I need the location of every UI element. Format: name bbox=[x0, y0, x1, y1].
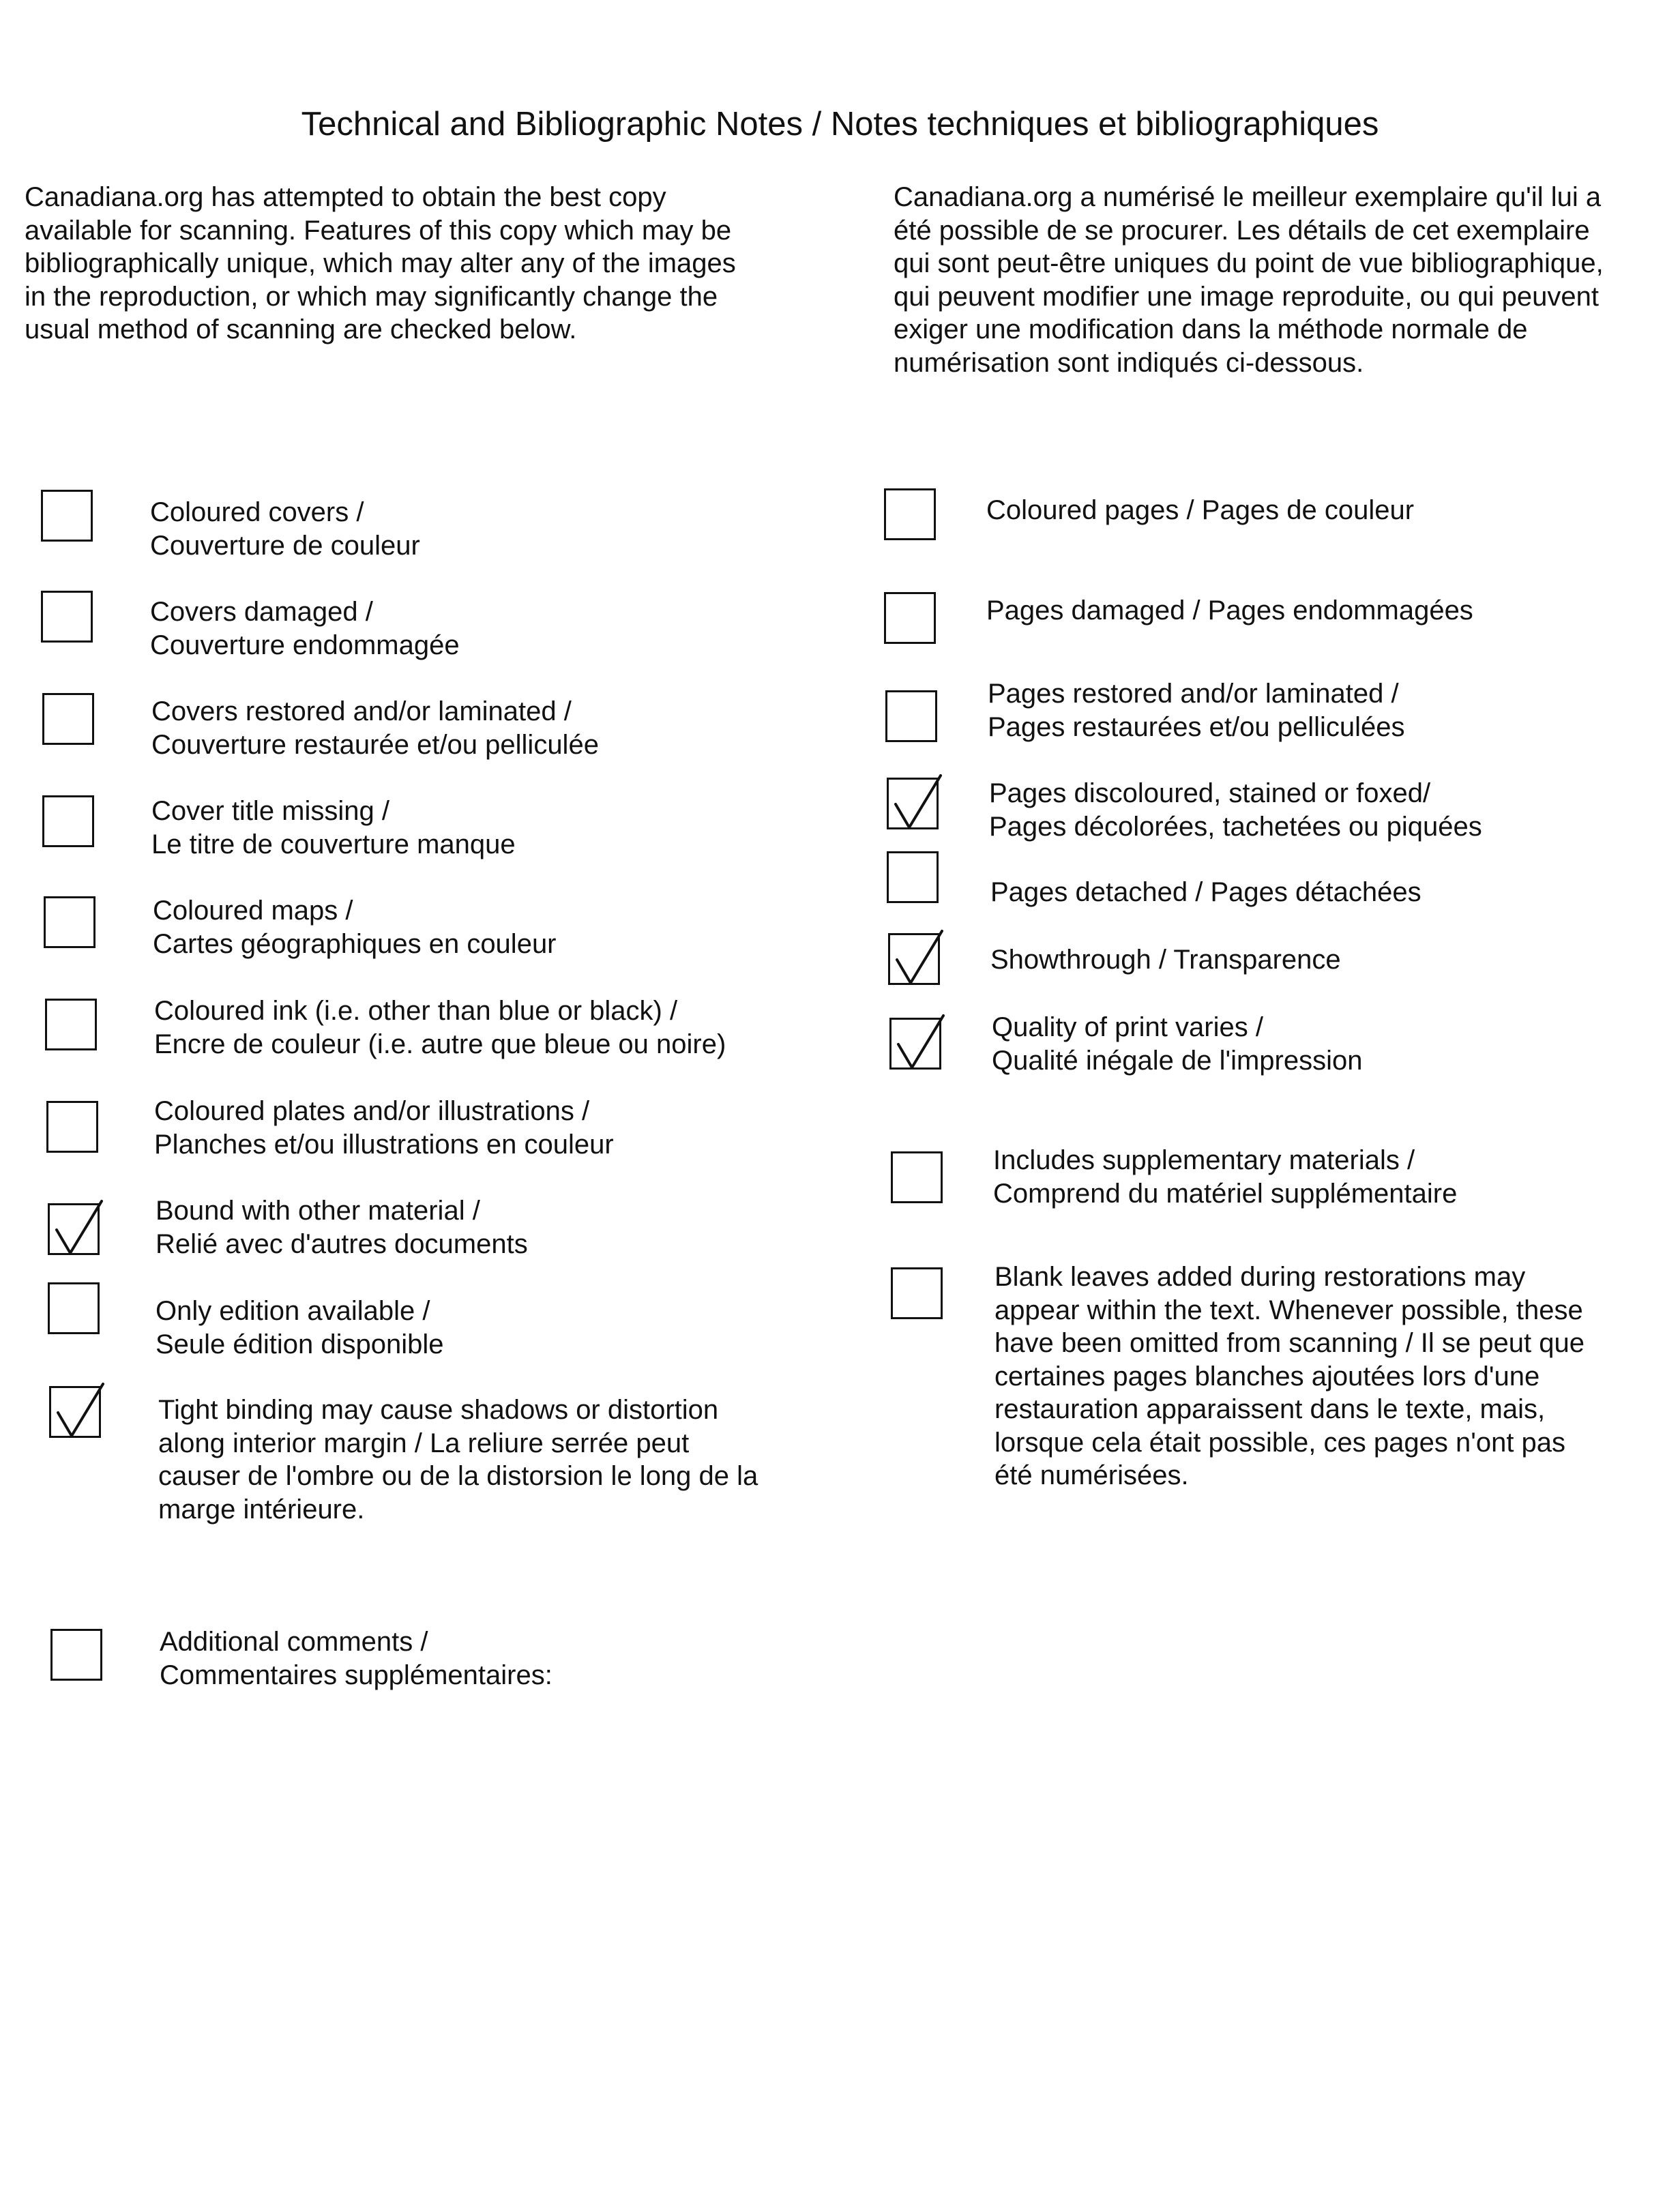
page-title: Technical and Bibliographic Notes / Notes techniques et bibliographiques bbox=[301, 106, 1379, 143]
checklist-item-label bbox=[151, 795, 516, 861]
checklist-item-label bbox=[988, 677, 1404, 743]
checklist-item-label-line: along interior margin / La reliure serrée peut bbox=[158, 1428, 690, 1458]
checklist-item-label-line: Pages restored and/or laminated / bbox=[988, 679, 1399, 709]
checklist-item-label-line: causer de l'ombre ou de la distorsion le long de la bbox=[158, 1461, 758, 1491]
checklist-item-label-line: Covers damaged / bbox=[150, 597, 373, 627]
checklist-item-label-line: Coloured pages / Pages de couleur bbox=[986, 495, 1415, 525]
intro-en-line: available for scanning. Features of this copy which may be bbox=[25, 215, 732, 246]
checklist-item-label bbox=[990, 876, 1421, 909]
checklist-item-label-line: Relié avec d'autres documents bbox=[156, 1228, 528, 1259]
checklist-item-label-line: marge intérieure. bbox=[158, 1494, 365, 1524]
checklist-item-label-line: Includes supplementary materials / bbox=[993, 1145, 1415, 1175]
checklist-item-label-line: Seule édition disponible bbox=[156, 1329, 444, 1359]
checklist-item-label-line: Only edition available / bbox=[156, 1296, 430, 1326]
intro-en-line: usual method of scanning are checked below. bbox=[25, 314, 577, 344]
checkbox[interactable] bbox=[884, 488, 936, 540]
checklist-item-label-line: Tight binding may cause shadows or distortion bbox=[158, 1395, 719, 1425]
checklist-item-label-line: Cover title missing / bbox=[151, 796, 389, 826]
checklist-item-label-line: lorsque cela était possible, ces pages n'ont pas bbox=[994, 1427, 1566, 1458]
checked-checkbox[interactable] bbox=[889, 1018, 941, 1070]
checklist-item-label-line: Le titre de couverture manque bbox=[151, 829, 516, 859]
checkbox[interactable] bbox=[41, 490, 93, 542]
checklist-item-label-line: Covers restored and/or laminated / bbox=[151, 696, 572, 726]
checklist-item-label-line: Couverture restaurée et/ou pelliculée bbox=[151, 729, 599, 760]
checked-checkbox[interactable] bbox=[887, 778, 939, 829]
checklist-item-label-line: Bound with other material / bbox=[156, 1196, 480, 1226]
checkmark-icon bbox=[885, 770, 950, 836]
intro-fr-line: Canadiana.org a numérisé le meilleur exemplaire qu'il lui a bbox=[894, 182, 1602, 212]
checkmark-icon bbox=[886, 926, 952, 991]
checked-checkbox[interactable] bbox=[49, 1386, 101, 1438]
checklist-item-label-line: Planches et/ou illustrations en couleur bbox=[154, 1129, 614, 1160]
checkmark-icon bbox=[887, 1010, 953, 1076]
checkbox[interactable] bbox=[42, 693, 94, 745]
checklist-item-label-line: have been omitted from scanning / Il se peut que bbox=[994, 1328, 1585, 1358]
intro-fr-line: été possible de se procurer. Les détails de cet exemplaire bbox=[894, 215, 1590, 246]
checkbox[interactable] bbox=[50, 1629, 102, 1681]
checklist-item-label-line: Coloured maps / bbox=[153, 896, 353, 926]
checklist-item-label bbox=[986, 594, 1473, 628]
checklist-item-label bbox=[992, 1011, 1363, 1077]
checklist-item-label bbox=[154, 995, 726, 1061]
checkbox[interactable] bbox=[887, 851, 939, 903]
checklist-item-label-line: Pages damaged / Pages endommagées bbox=[986, 595, 1473, 625]
checkbox[interactable] bbox=[884, 592, 936, 644]
checkbox[interactable] bbox=[44, 896, 95, 948]
intro-fr-line: qui sont peut-être uniques du point de vue bibliographique, bbox=[894, 248, 1604, 278]
checklist-item-label bbox=[158, 1394, 758, 1526]
checklist-item-label-line: Pages discoloured, stained or foxed/ bbox=[989, 778, 1431, 808]
checklist-item-label-line: Couverture endommagée bbox=[150, 630, 460, 660]
checklist-item-label-line: appear within the text. Whenever possible, these bbox=[994, 1295, 1583, 1325]
checklist-item-label-line: Encre de couleur (i.e. autre que bleue ou noire) bbox=[154, 1029, 726, 1059]
intro-en-line: in the reproduction, or which may significantly change the bbox=[25, 281, 718, 312]
checkbox[interactable] bbox=[45, 999, 97, 1050]
checkmark-icon bbox=[46, 1196, 111, 1261]
checked-checkbox[interactable] bbox=[888, 933, 940, 985]
checklist-item-label bbox=[151, 695, 599, 761]
checklist-item-label bbox=[150, 496, 420, 562]
checkbox[interactable] bbox=[48, 1282, 100, 1334]
checklist-item-label bbox=[989, 777, 1482, 843]
checklist-item-label-line: Quality of print varies / bbox=[992, 1012, 1263, 1042]
checklist-item-label-line: Coloured covers / bbox=[150, 497, 364, 527]
checklist-item-label-line: Comprend du matériel supplémentaire bbox=[993, 1178, 1458, 1209]
checklist-item-label bbox=[986, 494, 1414, 527]
checklist-item-label-line: Showthrough / Transparence bbox=[990, 945, 1341, 975]
checklist-item-label bbox=[153, 894, 557, 960]
checklist-item-label-line: Coloured plates and/or illustrations / bbox=[154, 1096, 590, 1126]
checkbox[interactable] bbox=[42, 795, 94, 847]
checklist-item-label bbox=[993, 1144, 1457, 1210]
checklist-item-label bbox=[990, 943, 1341, 977]
intro-en-line: bibliographically unique, which may alter any of the images bbox=[25, 248, 736, 278]
checklist-item-label bbox=[994, 1261, 1585, 1492]
checkbox[interactable] bbox=[885, 690, 937, 742]
checklist-item-label-line: Cartes géographiques en couleur bbox=[153, 928, 557, 959]
checklist-item-label-line: Blank leaves added during restorations may bbox=[994, 1262, 1526, 1292]
intro-fr-line: exiger une modification dans la méthode normale de bbox=[894, 314, 1528, 344]
intro-fr-line: numérisation sont indiqués ci-dessous. bbox=[894, 347, 1364, 378]
checklist-item-label bbox=[154, 1095, 614, 1161]
checklist-item-label-line: Commentaires supplémentaires: bbox=[160, 1660, 552, 1690]
checkbox[interactable] bbox=[46, 1101, 98, 1153]
intro-english bbox=[25, 181, 736, 347]
checkbox[interactable] bbox=[41, 591, 93, 643]
checklist-item-label-line: Pages décolorées, tachetées ou piquées bbox=[989, 811, 1482, 842]
checkbox[interactable] bbox=[891, 1267, 943, 1319]
checklist-item-label bbox=[156, 1295, 444, 1361]
checklist-item-label-line: Couverture de couleur bbox=[150, 530, 420, 561]
checklist-item-label-line: Additional comments / bbox=[160, 1627, 428, 1657]
checklist-item-label bbox=[156, 1194, 528, 1261]
checklist-item-label bbox=[150, 595, 460, 662]
intro-en-line: Canadiana.org has attempted to obtain the best copy bbox=[25, 182, 666, 212]
checklist-item-label-line: été numérisées. bbox=[994, 1460, 1189, 1490]
checked-checkbox[interactable] bbox=[48, 1203, 100, 1255]
checklist-item-label-line: Pages detached / Pages détachées bbox=[990, 877, 1421, 907]
checklist-item-label-line: restauration apparaissent dans le texte, mais, bbox=[994, 1394, 1546, 1424]
checklist-item-label-line: Pages restaurées et/ou pelliculées bbox=[988, 711, 1405, 742]
checklist-item-label-line: Qualité inégale de l'impression bbox=[992, 1045, 1363, 1076]
checklist-item-label bbox=[160, 1625, 552, 1692]
checklist-item-label-line: certaines pages blanches ajoutées lors d'une bbox=[994, 1361, 1540, 1391]
checklist-item-label-line: Coloured ink (i.e. other than blue or black) / bbox=[154, 996, 678, 1026]
checkbox[interactable] bbox=[891, 1151, 943, 1203]
intro-french bbox=[894, 181, 1604, 379]
intro-fr-line: qui peuvent modifier une image reproduite, ou qui peuvent bbox=[894, 281, 1600, 312]
checkmark-icon bbox=[47, 1379, 113, 1444]
